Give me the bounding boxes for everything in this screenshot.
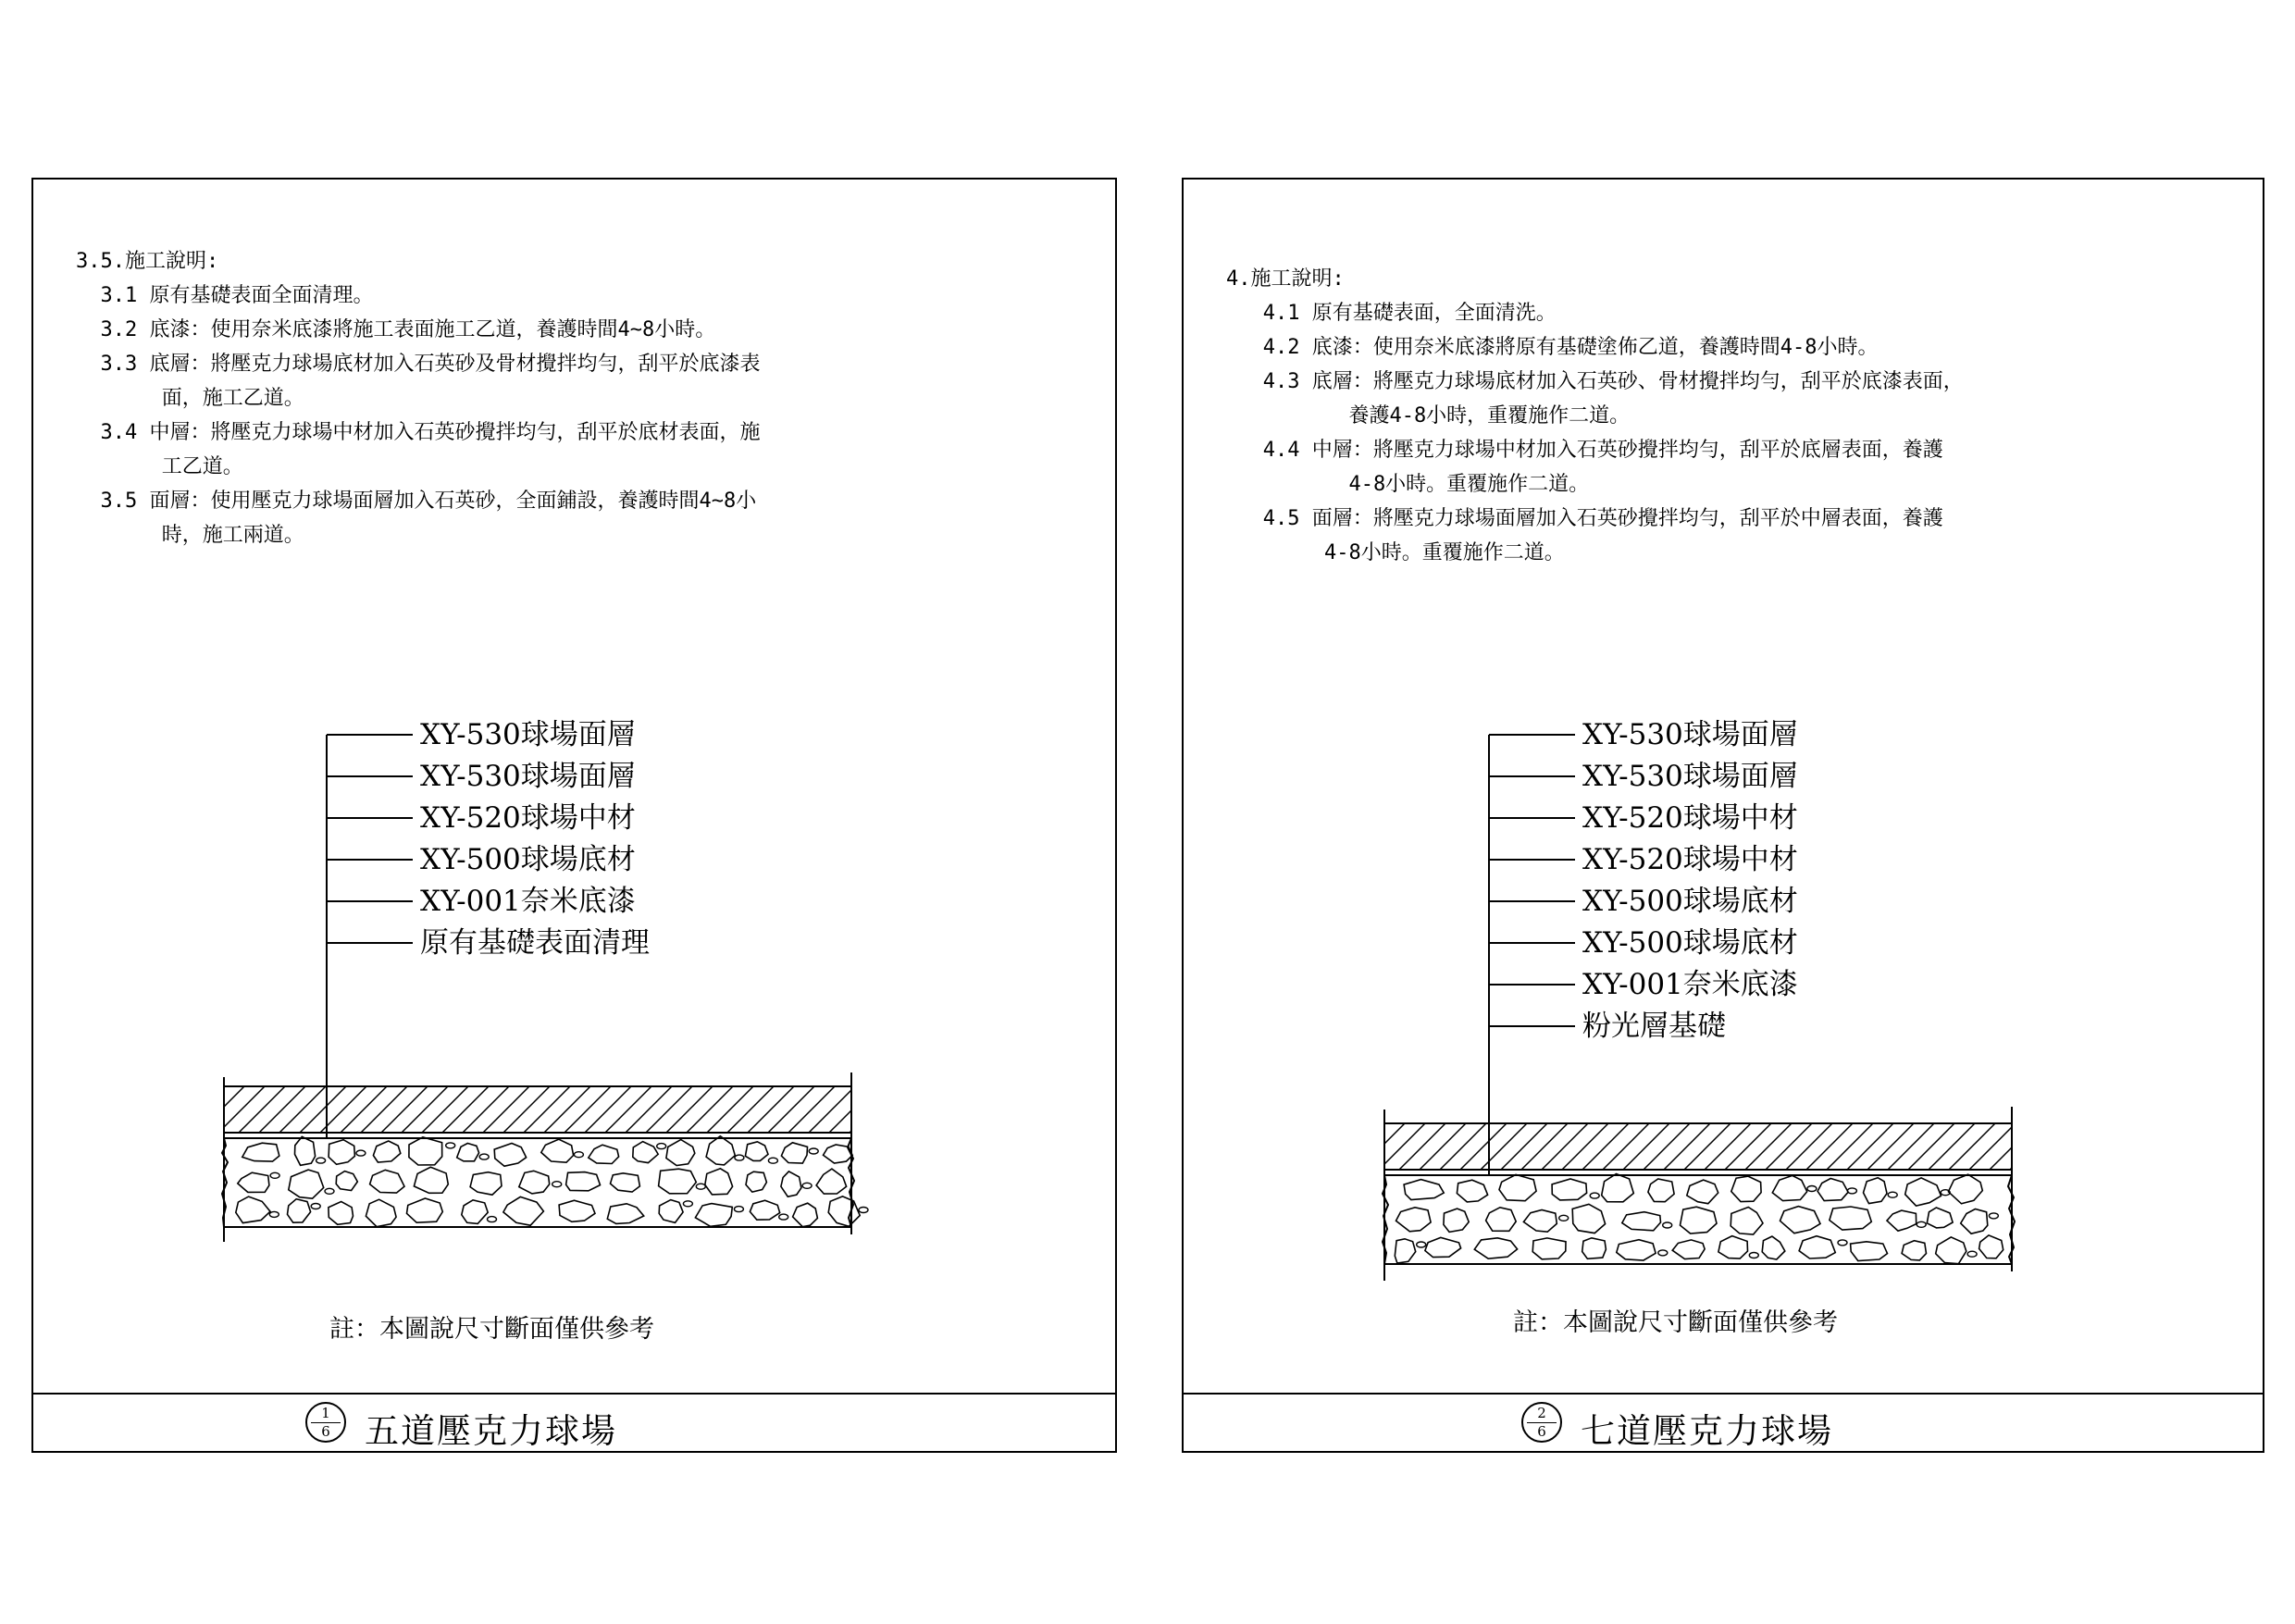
detail-number: 1 bbox=[321, 1405, 330, 1421]
aggregate-stone bbox=[1499, 1174, 1536, 1200]
layer-label: XY-001奈米底漆 bbox=[420, 885, 636, 918]
aggregate-chip bbox=[356, 1150, 366, 1156]
aggregate-chip bbox=[1967, 1251, 1977, 1257]
aggregate-chip bbox=[446, 1143, 455, 1148]
aggregate-stone bbox=[745, 1142, 768, 1161]
aggregate-stone bbox=[1731, 1176, 1761, 1202]
aggregate-stone bbox=[1552, 1179, 1587, 1200]
aggregate-stone bbox=[659, 1200, 683, 1223]
aggregate-stone bbox=[1830, 1207, 1871, 1230]
layer-label: 粉光層基礎 bbox=[1582, 1010, 1726, 1043]
title-bar bbox=[33, 1393, 1115, 1451]
note-line: 4-8小時。重覆施作二道。 bbox=[1226, 541, 1565, 564]
aggregate-stone bbox=[519, 1171, 550, 1194]
note-line: 工乙道。 bbox=[76, 455, 243, 478]
aggregate-stone bbox=[705, 1169, 733, 1195]
aggregate-stone bbox=[706, 1136, 735, 1165]
aggregate-stone bbox=[1602, 1174, 1634, 1202]
note-line: 4.4 中層：將壓克力球場中材加入石英砂攪拌均勻，刮平於底層表面，養護 bbox=[1226, 439, 1943, 462]
aggregate-chip bbox=[479, 1154, 489, 1159]
note-line: 面，施工乙道。 bbox=[76, 387, 304, 410]
aggregate-chip bbox=[802, 1183, 812, 1188]
aggregate-stone bbox=[1799, 1236, 1835, 1258]
aggregate-stone bbox=[816, 1169, 847, 1194]
aggregate-chip bbox=[488, 1217, 497, 1222]
aggregate-chip bbox=[316, 1158, 326, 1163]
notes-heading: 3.5.施工說明: bbox=[76, 250, 219, 273]
aggregate-stone bbox=[607, 1204, 643, 1224]
note-line: 3.3 底層：將壓克力球場底材加入石英砂及骨材攪拌均勻，刮平於底漆表 bbox=[76, 353, 761, 376]
aggregate-chip bbox=[696, 1184, 705, 1189]
aggregate-stone bbox=[289, 1170, 324, 1198]
aggregate-stone bbox=[329, 1140, 354, 1165]
aggregate-stone bbox=[566, 1172, 601, 1191]
aggregate-stone bbox=[1936, 1237, 1966, 1264]
note-line: 3.5 面層：使用壓克力球場面層加入石英砂，全面鋪設，養護時間4~8小 bbox=[76, 490, 757, 513]
aggregate-chip bbox=[809, 1148, 818, 1154]
note-line: 4.3 底層：將壓克力球場底材加入石英砂、骨材攪拌均勻，刮平於底漆表面， bbox=[1226, 370, 1964, 393]
aggregate-stone bbox=[373, 1141, 400, 1162]
aggregate-stone bbox=[611, 1173, 640, 1192]
aggregate-chip bbox=[1417, 1242, 1426, 1247]
aggregate-stone bbox=[1731, 1208, 1763, 1235]
aggregate-chip bbox=[657, 1144, 666, 1149]
aggregate-stone bbox=[370, 1170, 404, 1193]
note-line: 4.2 底漆：使用奈米底漆將原有基礎塗佈乙道，養護時間4-8小時。 bbox=[1226, 336, 1879, 359]
sheet-total: 6 bbox=[321, 1423, 330, 1440]
aggregate-stone bbox=[462, 1200, 488, 1224]
aggregate-layer bbox=[236, 1136, 868, 1227]
aggregate-stone bbox=[1648, 1179, 1674, 1202]
aggregate-stone bbox=[457, 1144, 479, 1161]
aggregate-chip bbox=[270, 1172, 279, 1178]
layer-label: XY-500球場底材 bbox=[1582, 926, 1798, 960]
title-bar bbox=[1184, 1393, 2263, 1451]
layer-label: XY-500球場底材 bbox=[1582, 885, 1798, 918]
aggregate-stone bbox=[409, 1137, 442, 1165]
note-line: 4.5 面層：將壓克力球場面層加入石英砂攪拌均勻，刮平於中層表面，養護 bbox=[1226, 507, 1943, 530]
detail-sheet-2 bbox=[1182, 178, 2264, 1453]
layer-label: XY-530球場面層 bbox=[1582, 760, 1798, 793]
layer-label: XY-520球場中材 bbox=[1582, 801, 1798, 835]
aggregate-stone bbox=[1851, 1242, 1888, 1261]
detail-sheet-1 bbox=[31, 178, 1117, 1453]
aggregate-stone bbox=[1762, 1236, 1785, 1259]
aggregate-stone bbox=[1672, 1240, 1705, 1259]
aggregate-chip bbox=[1658, 1250, 1668, 1256]
aggregate-layer bbox=[1395, 1174, 2003, 1264]
aggregate-chip bbox=[1749, 1253, 1758, 1258]
aggregate-stone bbox=[828, 1196, 860, 1226]
coating-layer bbox=[1384, 1123, 2012, 1170]
note-line: 3.4 中層：將壓克力球場中材加入石英砂攪拌均勻，刮平於底材表面，施 bbox=[76, 421, 761, 444]
coating-layer bbox=[224, 1086, 851, 1133]
aggregate-stone bbox=[1572, 1204, 1605, 1233]
aggregate-stone bbox=[329, 1202, 354, 1225]
aggregate-chip bbox=[1888, 1192, 1897, 1197]
detail-number-badge bbox=[305, 1402, 346, 1443]
aggregate-stone bbox=[1622, 1212, 1661, 1231]
aggregate-chip bbox=[552, 1182, 562, 1187]
aggregate-stone bbox=[1474, 1238, 1517, 1258]
aggregate-stone bbox=[1948, 1174, 1982, 1204]
aggregate-stone bbox=[1396, 1208, 1432, 1232]
layer-label: XY-530球場面層 bbox=[420, 760, 636, 793]
aggregate-stone bbox=[1817, 1179, 1848, 1201]
note-line: 3.1 原有基礎表面全面清理。 bbox=[76, 284, 374, 307]
aggregate-stone bbox=[589, 1145, 619, 1163]
aggregate-stone bbox=[1457, 1180, 1487, 1202]
note-line: 養護4-8小時，重覆施作二道。 bbox=[1226, 404, 1631, 428]
note-line: 時，施工兩道。 bbox=[76, 524, 304, 547]
aggregate-stone bbox=[1582, 1238, 1606, 1259]
aggregate-stone bbox=[1425, 1237, 1461, 1257]
note-line: 3.2 底漆：使用奈米底漆將施工表面施工乙道，養護時間4~8小時。 bbox=[76, 318, 716, 341]
aggregate-stone bbox=[781, 1143, 807, 1163]
aggregate-stone bbox=[1444, 1209, 1469, 1232]
aggregate-chip bbox=[734, 1207, 743, 1212]
aggregate-chip bbox=[269, 1211, 279, 1217]
aggregate-stone bbox=[1927, 1208, 1953, 1228]
aggregate-stone bbox=[1772, 1175, 1806, 1200]
layer-label: XY-530球場面層 bbox=[420, 718, 636, 751]
aggregate-stone bbox=[1864, 1178, 1888, 1204]
aggregate-stone bbox=[1718, 1236, 1748, 1259]
aggregate-chip bbox=[1807, 1186, 1817, 1192]
aggregate-stone bbox=[659, 1169, 697, 1194]
aggregate-stone bbox=[295, 1136, 316, 1165]
aggregate-stone bbox=[793, 1203, 818, 1227]
aggregate-stone bbox=[366, 1199, 396, 1227]
aggregate-chip bbox=[1663, 1222, 1672, 1228]
aggregate-stone bbox=[781, 1172, 801, 1196]
aggregate-stone bbox=[750, 1200, 779, 1220]
detail-title: 七道壓克力球場 bbox=[1581, 1411, 1833, 1451]
aggregate-stone bbox=[1404, 1180, 1444, 1200]
aggregate-stone bbox=[1961, 1209, 1988, 1234]
aggregate-stone bbox=[559, 1200, 595, 1221]
aggregate-stone bbox=[633, 1142, 658, 1163]
aggregate-chip bbox=[574, 1152, 583, 1158]
aggregate-stone bbox=[1486, 1208, 1517, 1232]
aggregate-stone bbox=[236, 1196, 270, 1223]
aggregate-stone bbox=[288, 1199, 311, 1223]
layer-label: XY-001奈米底漆 bbox=[1582, 968, 1798, 1001]
aggregate-stone bbox=[242, 1143, 279, 1161]
aggregate-stone bbox=[407, 1198, 443, 1222]
aggregate-chip bbox=[1590, 1193, 1599, 1198]
sheet-total: 6 bbox=[1537, 1423, 1546, 1440]
reference-note: 註：本圖說尺寸斷面僅供參考 bbox=[1513, 1308, 1838, 1337]
aggregate-stone bbox=[494, 1144, 526, 1167]
aggregate-stone bbox=[414, 1167, 448, 1193]
aggregate-stone bbox=[503, 1196, 544, 1225]
aggregate-stone bbox=[666, 1140, 695, 1166]
aggregate-stone bbox=[336, 1172, 357, 1191]
layer-label: XY-530球場面層 bbox=[1582, 718, 1798, 751]
aggregate-stone bbox=[695, 1204, 732, 1227]
detail-title: 五道壓克力球場 bbox=[365, 1411, 617, 1451]
layer-label: XY-520球場中材 bbox=[420, 801, 636, 835]
aggregate-chip bbox=[1838, 1240, 1847, 1246]
aggregate-chip bbox=[768, 1158, 777, 1163]
aggregate-chip bbox=[1917, 1221, 1926, 1227]
aggregate-chip bbox=[1989, 1213, 1998, 1219]
detail-number: 2 bbox=[1537, 1405, 1546, 1421]
aggregate-chip bbox=[735, 1155, 744, 1160]
reference-note: 註：本圖說尺寸斷面僅供參考 bbox=[329, 1315, 654, 1344]
aggregate-stone bbox=[1523, 1210, 1557, 1233]
notes-heading: 4.施工說明: bbox=[1226, 267, 1345, 291]
aggregate-stone bbox=[238, 1172, 269, 1192]
aggregate-stone bbox=[746, 1172, 766, 1192]
note-line: 4-8小時。重覆施作二道。 bbox=[1226, 473, 1590, 496]
detail-number-badge bbox=[1521, 1402, 1562, 1443]
aggregate-stone bbox=[470, 1172, 502, 1196]
aggregate-stone bbox=[1532, 1238, 1566, 1259]
layer-label: XY-500球場底材 bbox=[420, 843, 636, 876]
aggregate-stone bbox=[1780, 1207, 1821, 1233]
aggregate-stone bbox=[1681, 1207, 1718, 1233]
layer-label: 原有基礎表面清理 bbox=[420, 926, 650, 960]
aggregate-chip bbox=[311, 1204, 320, 1209]
aggregate-stone bbox=[1902, 1241, 1926, 1260]
aggregate-stone bbox=[1395, 1239, 1415, 1263]
aggregate-stone bbox=[541, 1139, 574, 1162]
aggregate-stone bbox=[1617, 1240, 1656, 1260]
aggregate-chip bbox=[325, 1188, 334, 1194]
aggregate-stone bbox=[1887, 1210, 1917, 1231]
aggregate-chip bbox=[779, 1214, 788, 1220]
aggregate-chip bbox=[859, 1208, 868, 1213]
layer-label: XY-520球場中材 bbox=[1582, 843, 1798, 876]
note-line: 4.1 原有基礎表面，全面清洗。 bbox=[1226, 302, 1557, 325]
aggregate-stone bbox=[1979, 1235, 2003, 1258]
aggregate-chip bbox=[1559, 1215, 1569, 1221]
aggregate-chip bbox=[1847, 1188, 1856, 1194]
aggregate-stone bbox=[1687, 1180, 1718, 1204]
aggregate-chip bbox=[683, 1201, 692, 1207]
aggregate-stone bbox=[1905, 1178, 1941, 1206]
